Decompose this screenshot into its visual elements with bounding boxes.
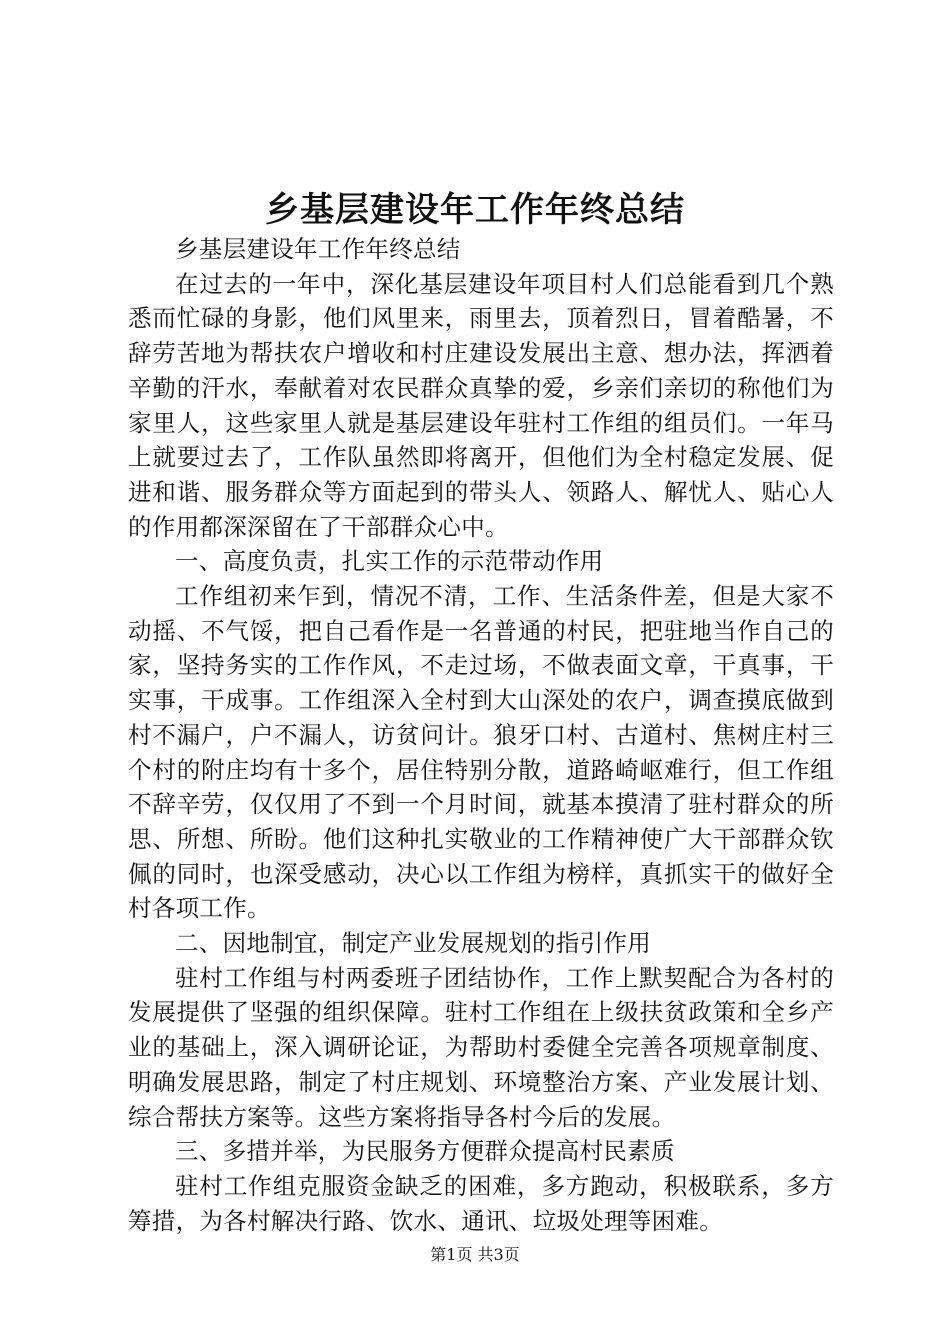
section-heading-3: 三、多措并举，为民服务方便群众提高村民素质 [175, 1137, 675, 1166]
paragraph-section-1: 工作组初来乍到，情况不清，工作、生活条件差，但是大家不动摇、不气馁，把自己看作是一名普通的村民，把驻地当作自己的家，坚持务实的工作作风，不走过场，不做表面文章，干真事，干实事，干成事。工作组深入全村到大山深处的农户，调查摸底做到村不漏户，户不漏人，访贫问计。狼牙口村、古道村、焦树庄村三个村的附庄均有十多个，居住特别分散，道路崎岖难行，但工作组不辞辛劳，仅仅用了不到一个月时间，就基本摸清了驻村群众的所思、所想、所盼。他们这种扎实敬业的工作精神使广大干部群众钦佩的同时，也深受感动，决心以工作组为榜样，真抓实干的做好全村各项工作。 [128, 582, 834, 923]
document-body [128, 232, 834, 1238]
section-heading-2: 二、因地制宜，制定产业发展规划的指引作用 [175, 929, 651, 958]
page-footer: 第1页 共3页 [430, 1245, 520, 1264]
paragraph-subtitle: 乡基层建设年工作年终总结 [175, 235, 461, 263]
document-title: 乡基层建设年工作年终总结 [265, 190, 685, 230]
paragraph-section-2: 驻村工作组与村两委班子团结协作，工作上默契配合为各村的发展提供了坚强的组织保障。驻村工作组在上级扶贫政策和全乡产业的基础上，深入调研论证，为帮助村委健全完善各项规章制度、明确发展思路，制定了村庄规划、环境整治方案、产业发展计划、综合帮扶方案等。这些方案将指导各村今后的发展。 [128, 963, 834, 1131]
section-heading-1: 一、高度负责，扎实工作的示范带动作用 [175, 547, 604, 576]
paragraph-section-3: 驻村工作组克服资金缺乏的困难，多方跑动，积极联系，多方筹措，为各村解决行路、饮水、通讯、垃圾处理等困难。 [128, 1171, 834, 1235]
paragraph-intro: 在过去的一年中，深化基层建设年项目村人们总能看到几个熟悉而忙碌的身影，他们风里来，雨里去，顶着烈日，冒着酷暑，不辞劳苦地为帮扶农户增收和村庄建设发展出主意、想办法，挥洒着辛勤的汗水，奉献着对农民群众真挚的爱，乡亲们亲切的称他们为家里人，这些家里人就是基层建设年驻村工作组的组员们。一年马上就要过去了，工作队虽然即将离开，但他们为全村稳定发展、促进和谐、服务群众等方面起到的带头人、领路人、解忧人、贴心人的作用都深深留在了干部群众心中。 [128, 269, 834, 541]
